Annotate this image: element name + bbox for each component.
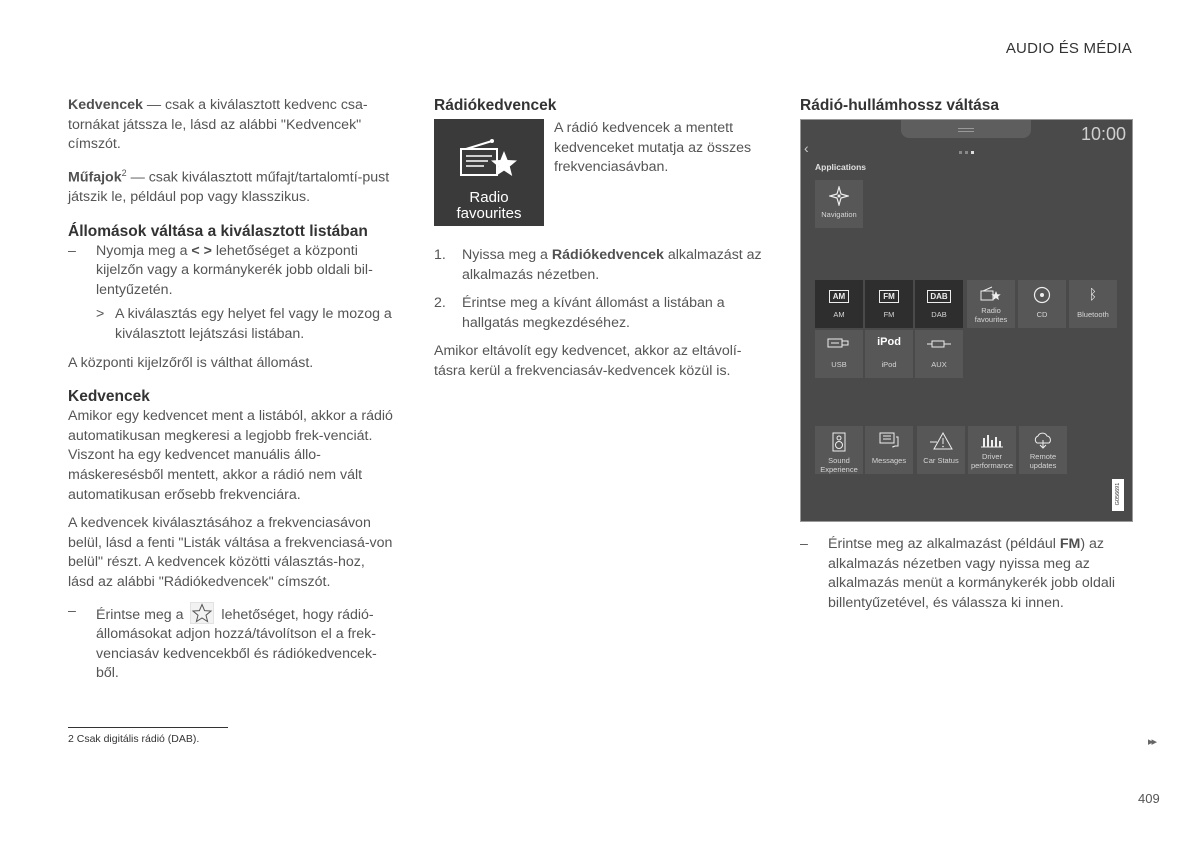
radio-star-icon <box>967 286 1015 307</box>
app-messages[interactable]: Messages <box>865 426 913 474</box>
radio-favourites-intro: A rádió kedvencek a mentett kedvenceket mutatja az összes frekvenciasávban. <box>554 120 752 176</box>
compass-icon <box>815 186 863 211</box>
app-bluetooth[interactable]: ᛒ Bluetooth <box>1069 280 1117 328</box>
warning-icon <box>917 432 965 455</box>
radio-favourites-tile <box>434 119 544 226</box>
column-left <box>68 96 394 689</box>
status-bar-handle <box>901 120 1031 138</box>
result-moves-selection: > A kiválasztás egy helyet fel vagy le mozog a kiválasztott lejátszási listában. <box>96 306 392 343</box>
bar-chart-icon <box>968 432 1016 453</box>
app-ipod[interactable]: iPod iPod <box>865 330 913 378</box>
step-tap-station: 2. Érintse meg a kívánt állomást a listában a hallgatás megkezdéséhez. <box>434 295 725 331</box>
column-middle <box>434 246 770 391</box>
paragraph-favourites: Kedvencek — csak a kiválasztott kedvenc csa-tornákat játssza le, lásd az alábbi "Kedvencek" címszót. <box>68 97 368 153</box>
usb-icon <box>815 336 863 354</box>
image-code-label: G056691 <box>1112 479 1124 511</box>
messages-icon <box>865 432 913 453</box>
app-car-status[interactable]: Car Status <box>917 426 965 474</box>
aux-icon <box>915 336 963 354</box>
bluetooth-icon: ᛒ <box>1088 286 1098 302</box>
paragraph-removal: Amikor eltávolít egy kedvencet, akkor az eltávolí-tásra kerül a frekvenciasáv-kedvencek közül is. <box>434 343 742 379</box>
step-tap-app: – Érintse meg az alkalmazást (például FM) az alkalmazás nézetben vagy nyissa meg az alkalmazás menüt a kormánykerék jobb oldali billentyűzetével, és válassza ki innen. <box>800 536 1116 611</box>
heading-switch-stations: Állomások váltása a kiválasztott listában <box>68 222 368 240</box>
app-dab[interactable]: DAB DAB <box>915 280 963 328</box>
app-driver-performance[interactable]: Driver performance <box>968 426 1016 474</box>
app-remote-updates[interactable]: Remote updates <box>1019 426 1067 474</box>
paragraph-favourites-detail: Amikor egy kedvencet ment a listából, akkor a rádió automatikusan megkeresi a legjobb frek-venciát. Viszont ha egy kedvencet manuális állo-máskeresésből mentett, akkor a rádió nem vált automatikusan erősebb frekvenciára. <box>68 408 393 503</box>
paragraph-central-display: A központi kijelzőről is válthat állomást. <box>68 354 314 371</box>
star-icon <box>190 602 214 624</box>
radio-star-icon <box>458 137 520 192</box>
fm-radio-icon: FM <box>865 286 913 304</box>
section-header: AUDIO ÉS MÉDIA <box>1005 40 1132 57</box>
paragraph-favourites-select: A kedvencek kiválasztásához a frekvenciasávon belül, lásd a fenti "Listák váltása a frekvenciasá-von belül" részt. A kedvencek közötti választás-hoz, lásd az alábbi "Rádiókedvencek" címszót. <box>68 515 393 591</box>
center-display-screenshot <box>800 119 1133 522</box>
paragraph-genres: Műfajok$^2$ — csak kiválasztott műfajt/tartalomtí-pust játszik le, például pop vagy klasszikus. <box>68 167 390 206</box>
app-usb[interactable]: USB <box>815 330 863 378</box>
app-fm[interactable]: FM FM <box>865 280 913 328</box>
footnote: 2 Csak digitális rádió (DAB). <box>68 733 200 745</box>
cd-icon <box>1018 286 1066 309</box>
column-right-text <box>800 535 1140 618</box>
app-sound-experience[interactable]: Sound Experience <box>815 426 863 474</box>
clock: 10:00 <box>1080 124 1126 144</box>
step-open-app: 1. Nyissa meg a Rádiókedvencek alkalmazást az alkalmazás nézetben. <box>434 247 762 283</box>
next-page-arrow-icon: ▸▸ <box>1148 736 1156 748</box>
heading-radio-favourites: Rádiókedvencek <box>434 97 557 114</box>
footnote-divider <box>68 727 228 728</box>
tile-label: Radio favourites <box>456 189 522 222</box>
step-tap-star: – Érintse meg a lehetőséget, hogy rádió-állomásokat adjon hozzá/távolítson el a frek-venciasáv kedvencekből és rádiókedvencek-ből. <box>68 602 377 682</box>
heading-favourites: Kedvencek <box>68 388 150 406</box>
app-aux[interactable]: AUX <box>915 330 963 378</box>
page-dots <box>959 151 979 155</box>
dab-radio-icon: DAB <box>915 286 963 304</box>
app-navigation[interactable]: Navigation <box>815 180 863 228</box>
back-chevron-icon[interactable]: ‹ <box>804 140 809 156</box>
am-radio-icon: AM <box>815 286 863 304</box>
speaker-icon <box>815 432 863 457</box>
heading-band-switch: Rádió-hullámhossz váltása <box>800 97 999 114</box>
applications-label: Applications <box>815 162 867 172</box>
app-radio-favourites[interactable]: Radio favourites <box>967 280 1015 328</box>
app-am[interactable]: AM AM <box>815 280 863 328</box>
app-cd[interactable]: CD <box>1018 280 1066 328</box>
step-press-arrows: – Nyomja meg a < > lehetőséget a központi kijelzőn vagy a kormánykerék jobb oldali bil-lentyűzetén. <box>68 242 373 298</box>
ipod-icon: iPod <box>877 336 901 348</box>
page-number: 409 <box>1138 791 1160 806</box>
footnote-ref: 2 <box>121 167 127 178</box>
